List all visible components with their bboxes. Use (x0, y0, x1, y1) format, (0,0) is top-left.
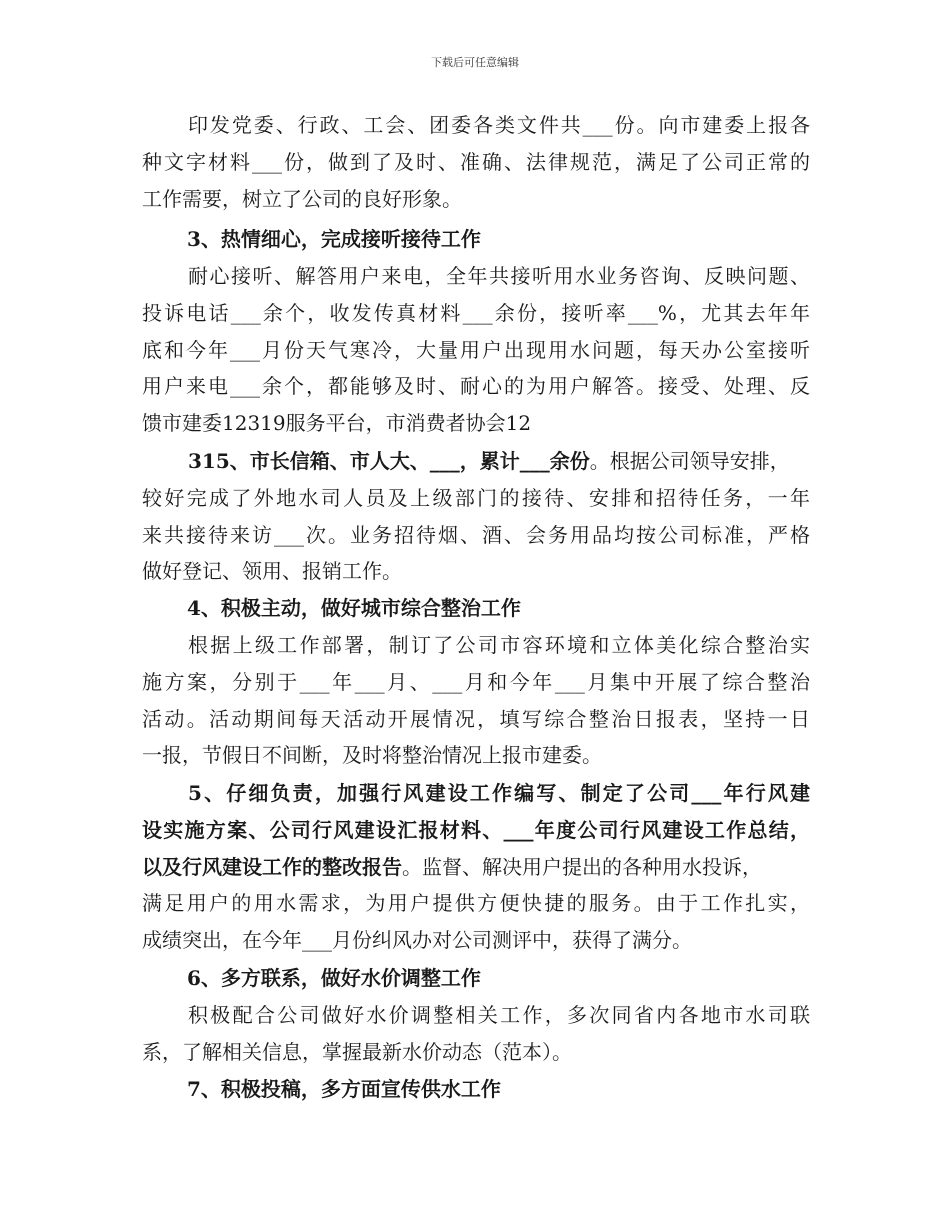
text-line: 活动。活动期间每天活动开展情况，填写综合整治日报表，坚持一日 (142, 706, 810, 731)
paragraph-city-renovation (142, 627, 810, 774)
text-line: 系，了解相关信息，掌握最新水价动态（范本）。 (142, 1039, 572, 1064)
paragraph-documents (142, 107, 810, 217)
text-line: 来共接待来访___次。业务招待烟、酒、会务用品均按公司标准，严格 (142, 522, 810, 547)
text-line: 根据上级工作部署，制订了公司市容环境和立体美化综合整治实 (188, 633, 810, 657)
text-line: 耐心接听、解答用户来电，全年共接听用水业务咨询、反映问题、 (188, 264, 810, 288)
bold-text: 315、市长信箱、市人大、___，累计___余份 (188, 449, 590, 473)
bold-text: 以及行风建设工作的整改报告 (142, 854, 402, 879)
text-line: 5、仔细负责，加强行风建设工作编写、制定了公司___年行风建 (188, 781, 810, 805)
text-line: 投诉电话___余个，收发传真材料___余份，接听率___%，尤其去年年 (142, 300, 810, 325)
section-heading-7: 7、积极投稿，多方面宣传供水工作 (187, 1077, 501, 1101)
page-header: 下载后可任意编辑 (431, 56, 519, 69)
text-run: 。监督、解决用户提出的各种用水投诉， (402, 854, 762, 879)
text-line (142, 849, 810, 886)
paragraph-phone-service (142, 258, 810, 442)
text-run: 。根据公司领导安排， (589, 449, 790, 473)
text-line (142, 443, 810, 480)
text-line: 工作需要，树立了公司的良好形象。 (142, 186, 462, 211)
paragraph-water-price (142, 997, 810, 1071)
text-line: 底和今年___月份天气寒冷，大量用户出现用水问题，每天办公室接听 (142, 337, 810, 362)
text-line: 一报，节假日不间断，及时将整治情况上报市建委。 (142, 743, 602, 768)
text-line: 较好完成了外地水司人员及上级部门的接待、安排和招待任务，一年 (142, 485, 810, 510)
text-line: 积极配合公司做好水价调整相关工作，多次同省内各地市水司联 (188, 1003, 810, 1027)
text-line: 种文字材料___份，做到了及时、准确、法律规范，满足了公司正常的 (142, 149, 810, 174)
text-line: 用户来电___余个，都能够及时、耐心的为用户解答。接受、处理、反 (142, 374, 810, 399)
text-line: 印发党委、行政、工会、团委各类文件共___份。向市建委上报各 (188, 113, 810, 137)
text-line: 施方案，分别于___年___月、___月和今年___月集中开展了综合整治 (142, 669, 810, 694)
section-heading-3: 3、热情细心，完成接听接待工作 (187, 227, 481, 251)
paragraph-industry-conduct (142, 775, 810, 959)
text-line: 满足用户的用水需求，为用户提供方便快捷的服务。由于工作扎实， (142, 891, 810, 916)
section-heading-4: 4、积极主动，做好城市综合整治工作 (187, 596, 521, 620)
paragraph-reception (142, 443, 810, 590)
section-heading-6: 6、多方联系，做好水价调整工作 (187, 966, 481, 990)
text-line: 成绩突出，在今年___月份纠风办对公司测评中，获得了满分。 (142, 928, 692, 953)
text-line: 设实施方案、公司行风建设汇报材料、___年度公司行风建设工作总结， (142, 817, 810, 842)
text-line: 做好登记、领用、报销工作。 (142, 559, 402, 584)
text-line: 馈市建委12319服务平台，市消费者协会12 (142, 411, 532, 436)
